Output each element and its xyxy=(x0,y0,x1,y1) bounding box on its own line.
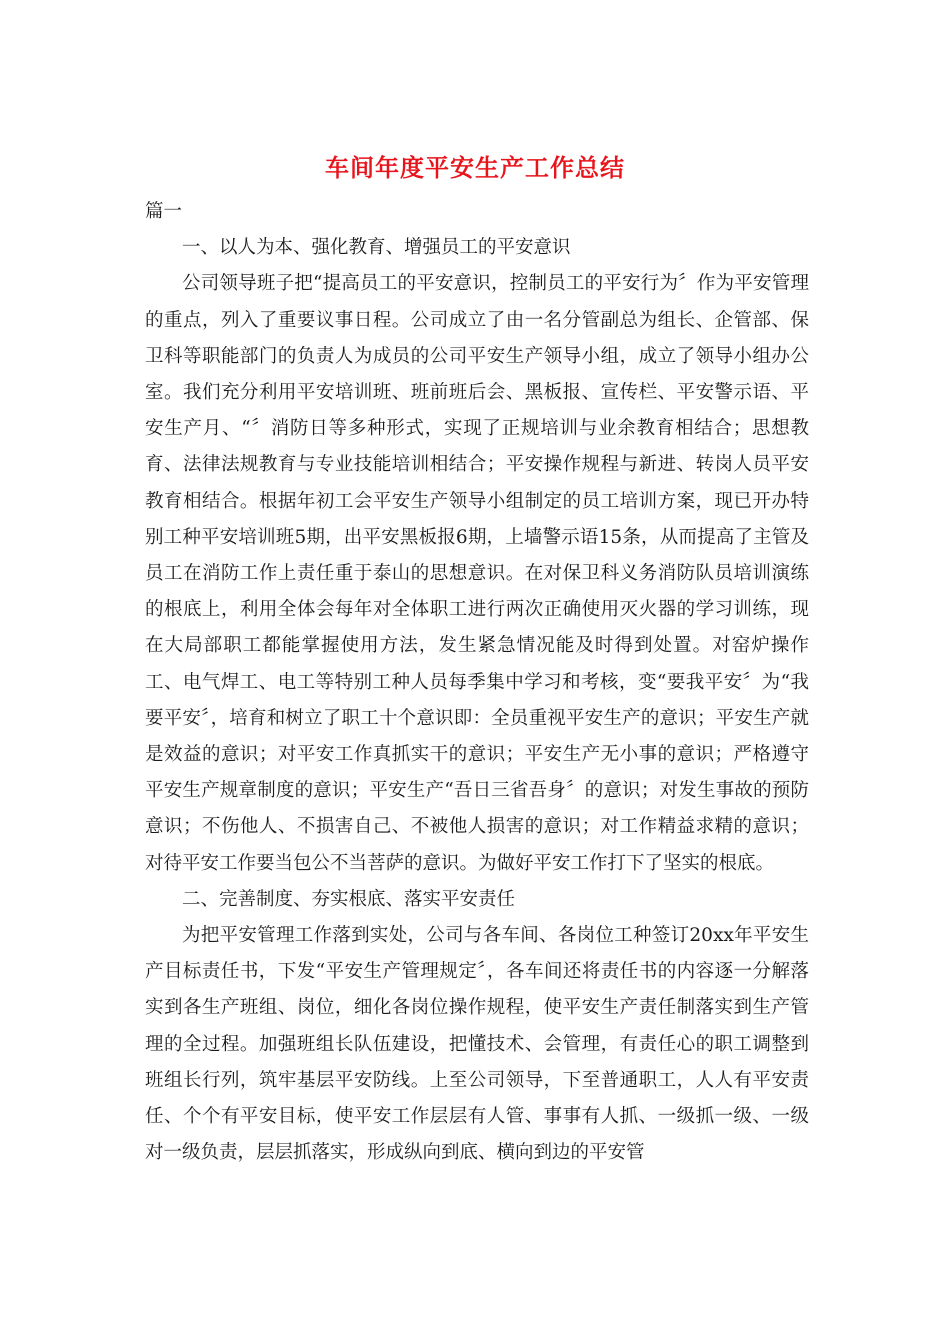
document-title: 车间年度平安生产工作总结 xyxy=(325,154,625,182)
section-label: 篇一 xyxy=(145,201,183,222)
section-heading-1: 一、以人为本、强化教育、增强员工的平安意识 xyxy=(182,237,571,259)
paragraph-2: 为把平安管理工作落到实处，公司与各车间、各岗位工种签订20xx年平安生产目标责任书，下发“平安生产管理规定〞，各车间还将责任书的内容逐一分解落实到各生产班组、岗位，细化各岗位操作规程，使平安生产责任制落实到生产管理的全过程。加强班组长队伍建设，把懂技术、会管理，有责任心的职工调整到班组长行列，筑牢基层平安防线。上至公司领导，下至普通职工，人人有平安责任、个个有平安目标，使平安工作层层有人管、事事有人抓、一级抓一级、一级对一级负责，层层抓落实，形成纵向到底、横向到边的平安管 xyxy=(145,925,809,1164)
document-body xyxy=(145,194,809,1171)
paragraph-1: 公司领导班子把“提高员工的平安意识，控制员工的平安行为〞作为平安管理的重点，列入了重要议事日程。公司成立了由一名分管副总为组长、企管部、保卫科等职能部门的负责人为成员的公司平安生产领导小组，成立了领导小组办公室。我们充分利用平安培训班、班前班后会、黑板报、宣传栏、平安警示语、平安生产月、“〞消防日等多种形式，实现了正规培训与业余教育相结合；思想教育、法律法规教育与专业技能培训相结合；平安操作规程与新进、转岗人员平安教育相结合。根据年初工会平安生产领导小组制定的员工培训方案，现已开办特别工种平安培训班5期，出平安黑板报6期，上墙警示语15条，从而提高了主管及员工在消防工作上责任重于泰山的思想意识。在对保卫科义务消防队员培训演练的根底上，利用全体会每年对全体职工进行两次正确使用灭火器的学习训练，现在大局部职工都能掌握使用方法，发生紧急情况能及时得到处置。对窑炉操作工、电气焊工、电工等特别工种人员每季集中学习和考核，变“要我平安〞为“我要平安〞，培育和树立了职工十个意识即：全员重视平安生产的意识；平安生产就是效益的意识；对平安工作真抓实干的意识；平安生产无小事的意识；严格遵守平安生产规章制度的意识；平安生产“吾日三省吾身〞的意识；对发生事故的预防意识；不伤他人、不损害自己、不被他人损害的意识；对工作精益求精的意识；对待平安工作要当包公不当菩萨的意识。为做好平安工作打下了坚实的根底。 xyxy=(145,273,809,874)
section-heading-2: 二、完善制度、夯实根底、落实平安责任 xyxy=(182,888,516,910)
